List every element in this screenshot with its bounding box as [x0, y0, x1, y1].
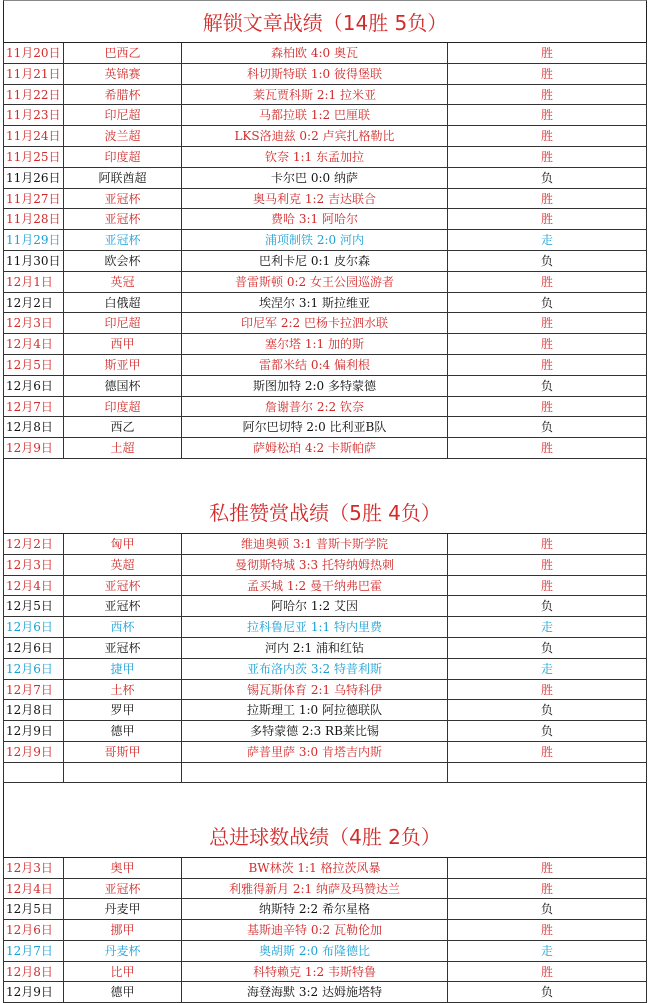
table-row — [3, 700, 647, 721]
match-score: 维迪奥顿 3:1 普斯卡斯学院 — [181, 534, 447, 554]
league-name: 亚冠杯 — [63, 189, 181, 209]
table-row — [3, 272, 647, 293]
result-label: 胜 — [447, 576, 647, 596]
match-date: 11月26日 — [3, 168, 63, 188]
match-score: 雷都米结 0:4 偏利根 — [181, 355, 447, 375]
match-date: 12月5日 — [3, 899, 63, 919]
match-date: 12月6日 — [3, 376, 63, 396]
league-name: 德甲 — [63, 982, 181, 1002]
league-name: 英超 — [63, 555, 181, 575]
result-label: 胜 — [447, 355, 647, 375]
league-name: 匈甲 — [63, 534, 181, 554]
table-row — [3, 596, 647, 617]
match-date: 11月24日 — [3, 126, 63, 146]
match-score: 科特赖克 1:2 韦斯特鲁 — [181, 962, 447, 982]
result-label: 胜 — [447, 147, 647, 167]
league-name: 白俄超 — [63, 293, 181, 313]
table-row — [3, 43, 647, 64]
result-label: 胜 — [447, 209, 647, 229]
result-label: 负 — [447, 376, 647, 396]
table-row — [3, 742, 647, 763]
table-row — [3, 920, 647, 941]
match-score: 巴利卡尼 0:1 皮尔森 — [181, 251, 447, 271]
result-label: 胜 — [447, 879, 647, 899]
league-name: 亚冠杯 — [63, 638, 181, 658]
record-section — [3, 0, 647, 459]
match-date: 12月6日 — [3, 617, 63, 637]
match-score: 阿哈尔 1:2 艾因 — [181, 596, 447, 616]
result-label: 胜 — [447, 64, 647, 84]
table-row — [3, 417, 647, 438]
match-score: 普雷斯顿 0:2 女王公园巡游者 — [181, 272, 447, 292]
match-date: 12月5日 — [3, 596, 63, 616]
result-label: 走 — [447, 230, 647, 250]
match-score: 森柏欧 4:0 奥瓦 — [181, 43, 447, 63]
match-score: 基斯迪辛特 0:2 瓦勒伦加 — [181, 920, 447, 940]
match-date: 11月29日 — [3, 230, 63, 250]
result-label: 胜 — [447, 313, 647, 333]
result-label: 负 — [447, 251, 647, 271]
match-date: 12月6日 — [3, 659, 63, 679]
match-date: 12月8日 — [3, 962, 63, 982]
table-row — [3, 659, 647, 680]
league-name: 印尼超 — [63, 105, 181, 125]
league-name: 希腊杯 — [63, 85, 181, 105]
league-name: 罗甲 — [63, 700, 181, 720]
table-row — [3, 126, 647, 147]
match-score: 浦项制铁 2:0 河内 — [181, 230, 447, 250]
league-name: 西乙 — [63, 417, 181, 437]
result-label: 胜 — [447, 962, 647, 982]
result-label: 负 — [447, 168, 647, 188]
league-name: 德甲 — [63, 721, 181, 741]
result-label: 负 — [447, 721, 647, 741]
match-score: 奥马利克 1:2 吉达联合 — [181, 189, 447, 209]
table-row — [3, 251, 647, 272]
league-name: 印度超 — [63, 397, 181, 417]
table-row — [3, 680, 647, 701]
result-label: 负 — [447, 596, 647, 616]
league-name: 挪甲 — [63, 920, 181, 940]
record-section — [3, 491, 647, 783]
result-label: 走 — [447, 659, 647, 679]
result-label: 胜 — [447, 272, 647, 292]
match-date: 12月2日 — [3, 293, 63, 313]
match-date: 12月5日 — [3, 355, 63, 375]
match-score: BW林茨 1:1 格拉茨风暴 — [181, 858, 447, 878]
result-label: 走 — [447, 617, 647, 637]
match-date: 12月7日 — [3, 941, 63, 961]
league-name: 斯亚甲 — [63, 355, 181, 375]
match-date: 12月8日 — [3, 700, 63, 720]
result-label: 负 — [447, 293, 647, 313]
match-date: 12月6日 — [3, 920, 63, 940]
league-name: 英锦赛 — [63, 64, 181, 84]
match-date: 12月9日 — [3, 438, 63, 458]
table-row — [3, 105, 647, 126]
result-label: 胜 — [447, 85, 647, 105]
match-date: 12月2日 — [3, 534, 63, 554]
table-row — [3, 763, 647, 783]
match-score: 科切斯特联 1:0 彼得堡联 — [181, 64, 447, 84]
table-row — [3, 397, 647, 418]
league-name: 印尼超 — [63, 313, 181, 333]
result-label: 胜 — [447, 742, 647, 762]
result-label: 胜 — [447, 555, 647, 575]
result-label: 胜 — [447, 126, 647, 146]
result-label: 负 — [447, 982, 647, 1002]
table-row — [3, 982, 647, 1003]
league-name: 亚冠杯 — [63, 209, 181, 229]
match-date: 11月21日 — [3, 64, 63, 84]
match-score: 奥胡斯 2:0 布隆德比 — [181, 941, 447, 961]
match-date: 11月30日 — [3, 251, 63, 271]
league-name: 奥甲 — [63, 858, 181, 878]
table-row — [3, 638, 647, 659]
match-score: 拉科鲁尼亚 1:1 特内里费 — [181, 617, 447, 637]
league-name: 波兰超 — [63, 126, 181, 146]
table-row — [3, 376, 647, 397]
result-label: 负 — [447, 638, 647, 658]
league-name: 亚冠杯 — [63, 596, 181, 616]
match-score: 詹谢普尔 2:2 钦奈 — [181, 397, 447, 417]
match-date: 12月4日 — [3, 334, 63, 354]
league-name: 印度超 — [63, 147, 181, 167]
league-name: 阿联酋超 — [63, 168, 181, 188]
table-row — [3, 576, 647, 597]
match-date: 12月7日 — [3, 680, 63, 700]
table-row — [3, 879, 647, 900]
match-score: 莱瓦贾科斯 2:1 拉米亚 — [181, 85, 447, 105]
match-date: 12月9日 — [3, 982, 63, 1002]
result-label: 负 — [447, 700, 647, 720]
match-date: 12月9日 — [3, 721, 63, 741]
match-score: 印尼军 2:2 巴杨卡拉泗水联 — [181, 313, 447, 333]
table-row — [3, 334, 647, 355]
league-name: 巴西乙 — [63, 43, 181, 63]
match-score: 萨普里萨 3:0 肯塔吉内斯 — [181, 742, 447, 762]
section-title: 解锁文章战绩（14胜 5负） — [3, 0, 647, 43]
match-score: 钦奈 1:1 东孟加拉 — [181, 147, 447, 167]
record-section — [3, 815, 647, 1003]
match-date: 12月3日 — [3, 313, 63, 333]
league-name: 丹麦杯 — [63, 941, 181, 961]
table-row — [3, 293, 647, 314]
match-date: 11月28日 — [3, 209, 63, 229]
table-row — [3, 230, 647, 251]
match-score: LKS洛迪兹 0:2 卢宾扎格勒比 — [181, 126, 447, 146]
match-score: 纳斯特 2:2 希尔星格 — [181, 899, 447, 919]
league-name: 西杯 — [63, 617, 181, 637]
league-name: 捷甲 — [63, 659, 181, 679]
table-row — [3, 555, 647, 576]
league-name: 哥斯甲 — [63, 742, 181, 762]
match-score: 埃涅尔 3:1 斯拉维亚 — [181, 293, 447, 313]
match-date — [3, 763, 63, 782]
league-name: 比甲 — [63, 962, 181, 982]
match-date: 12月7日 — [3, 397, 63, 417]
result-label: 胜 — [447, 334, 647, 354]
match-score: 河内 2:1 浦和红钻 — [181, 638, 447, 658]
match-date: 12月4日 — [3, 576, 63, 596]
match-date: 12月4日 — [3, 879, 63, 899]
result-label: 走 — [447, 941, 647, 961]
section-title: 私推赞赏战绩（5胜 4负） — [3, 491, 647, 534]
table-row — [3, 721, 647, 742]
table-row — [3, 899, 647, 920]
table-row — [3, 858, 647, 879]
table-row — [3, 534, 647, 555]
table-row — [3, 189, 647, 210]
match-score: 海登海默 3:2 达姆施塔特 — [181, 982, 447, 1002]
table-row — [3, 64, 647, 85]
match-score: 塞尔塔 1:1 加的斯 — [181, 334, 447, 354]
table-row — [3, 355, 647, 376]
result-label: 胜 — [447, 438, 647, 458]
result-label: 胜 — [447, 534, 647, 554]
result-label: 胜 — [447, 105, 647, 125]
league-name: 土超 — [63, 438, 181, 458]
match-score: 卡尔巴 0:0 纳萨 — [181, 168, 447, 188]
match-date: 11月23日 — [3, 105, 63, 125]
match-date: 12月6日 — [3, 638, 63, 658]
match-score: 亚布洛内茨 3:2 特普利斯 — [181, 659, 447, 679]
result-label: 胜 — [447, 43, 647, 63]
league-name: 土杯 — [63, 680, 181, 700]
league-name: 亚冠杯 — [63, 879, 181, 899]
result-label: 胜 — [447, 189, 647, 209]
match-date: 12月3日 — [3, 858, 63, 878]
result-label: 负 — [447, 417, 647, 437]
result-label: 胜 — [447, 680, 647, 700]
match-date: 11月22日 — [3, 85, 63, 105]
match-score — [181, 763, 447, 782]
match-score: 利雅得新月 2:1 纳萨及玛赞达兰 — [181, 879, 447, 899]
match-date: 12月8日 — [3, 417, 63, 437]
match-score: 拉斯理工 1:0 阿拉德联队 — [181, 700, 447, 720]
league-name: 欧会杯 — [63, 251, 181, 271]
result-label: 胜 — [447, 397, 647, 417]
results-sheet — [3, 0, 647, 1003]
league-name: 英冠 — [63, 272, 181, 292]
table-row — [3, 313, 647, 334]
league-name: 亚冠杯 — [63, 576, 181, 596]
table-row — [3, 168, 647, 189]
section-spacer — [3, 459, 647, 491]
league-name: 亚冠杯 — [63, 230, 181, 250]
match-score: 孟买城 1:2 曼干纳弗巴霍 — [181, 576, 447, 596]
match-score: 曼彻斯特城 3:3 托特纳姆热刺 — [181, 555, 447, 575]
section-spacer — [3, 783, 647, 815]
match-score: 多特蒙德 2:3 RB莱比锡 — [181, 721, 447, 741]
table-row — [3, 438, 647, 459]
match-date: 11月27日 — [3, 189, 63, 209]
table-row — [3, 147, 647, 168]
match-score: 阿尔巴切特 2:0 比利亚B队 — [181, 417, 447, 437]
league-name — [63, 763, 181, 782]
result-label: 负 — [447, 899, 647, 919]
match-date: 11月25日 — [3, 147, 63, 167]
league-name: 西甲 — [63, 334, 181, 354]
match-score: 萨姆松珀 4:2 卡斯帕萨 — [181, 438, 447, 458]
match-date: 12月3日 — [3, 555, 63, 575]
league-name: 丹麦甲 — [63, 899, 181, 919]
section-title: 总进球数战绩（4胜 2负） — [3, 815, 647, 858]
result-label — [447, 763, 647, 782]
match-date: 11月20日 — [3, 43, 63, 63]
league-name: 德国杯 — [63, 376, 181, 396]
table-row — [3, 617, 647, 638]
table-row — [3, 209, 647, 230]
match-date: 12月1日 — [3, 272, 63, 292]
result-label: 胜 — [447, 920, 647, 940]
table-row — [3, 85, 647, 106]
match-score: 费哈 3:1 阿哈尔 — [181, 209, 447, 229]
match-score: 锡瓦斯体育 2:1 乌特科伊 — [181, 680, 447, 700]
match-score: 斯图加特 2:0 多特蒙德 — [181, 376, 447, 396]
result-label: 胜 — [447, 858, 647, 878]
table-row — [3, 941, 647, 962]
match-date: 12月9日 — [3, 742, 63, 762]
match-score: 马都拉联 1:2 巴厘联 — [181, 105, 447, 125]
table-row — [3, 962, 647, 983]
